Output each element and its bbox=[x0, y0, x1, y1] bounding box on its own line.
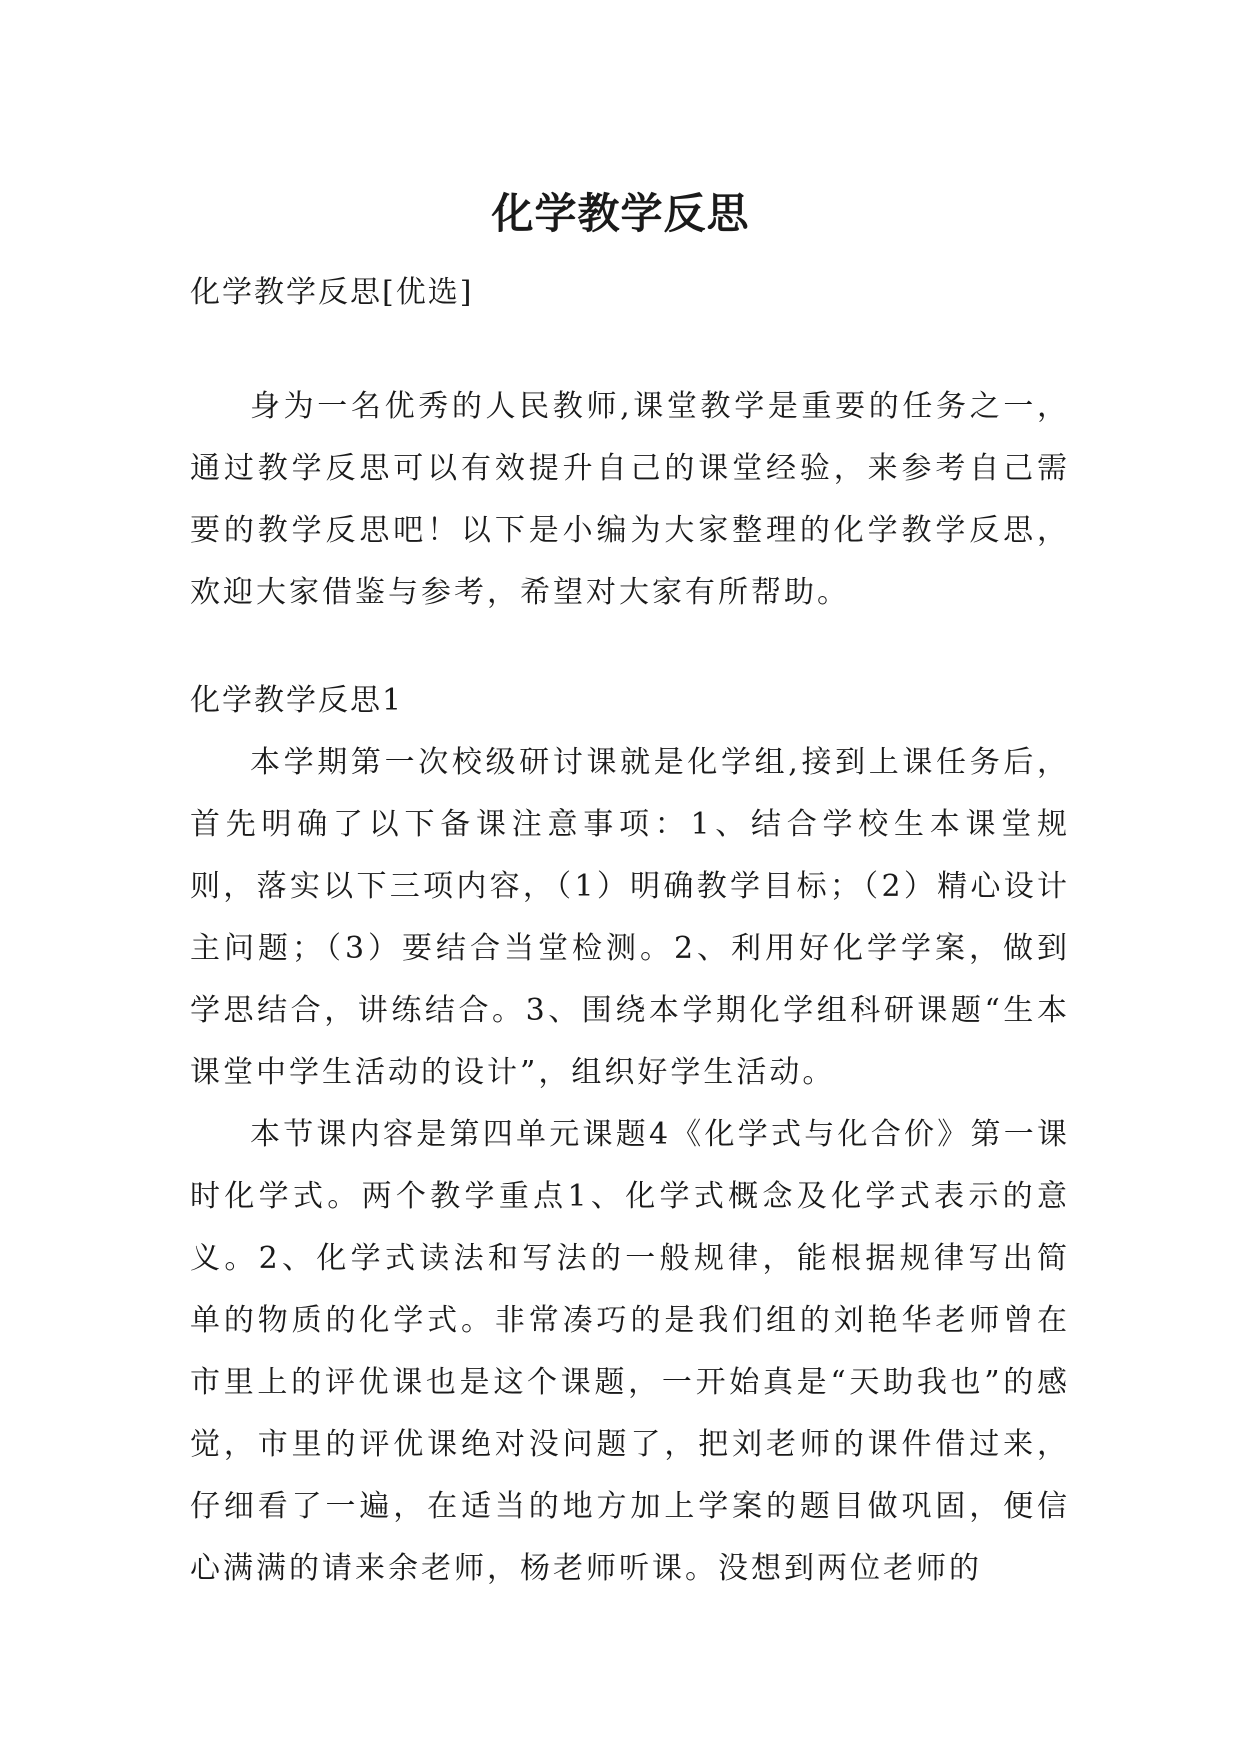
body-paragraph: 本学期第一次校级研讨课就是化学组,接到上课任务后，首先明确了以下备课注意事项：1、结合学校生本课堂规则，落实以下三项内容，（1）明确教学目标；（2）精心设计主问题；（3）要结合当堂检测。2、利用好化学学案，做到学思结合，讲练结合。3、围绕本学期化学组科研课题“生本课堂中学生活动的设计”，组织好学生活动。 bbox=[190, 745, 1070, 1090]
document-subtitle: 化学教学反思[优选] bbox=[190, 275, 474, 310]
document-body bbox=[190, 262, 1070, 1600]
body-paragraph: 本节课内容是第四单元课题4《化学式与化合价》第一课时化学式。两个教学重点1、化学式概念及化学式表示的意义。2、化学式读法和写法的一般规律，能根据规律写出简单的物质的化学式。非常凑巧的是我们组的刘艳华老师曾在市里上的评优课也是这个课题，一开始真是“天助我也”的感觉，市里的评优课绝对没问题了，把刘老师的课件借过来，仔细看了一遍，在适当的地方加上学案的题目做巩固，便信心满满的请来余老师，杨老师听课。没想到两位老师的 bbox=[190, 1117, 1070, 1586]
intro-paragraph: 身为一名优秀的人民教师,课堂教学是重要的任务之一，通过教学反思可以有效提升自己的课堂经验，来参考自己需要的教学反思吧！以下是小编为大家整理的化学教学反思，欢迎大家借鉴与参考，希望对大家有所帮助。 bbox=[190, 389, 1070, 610]
document-title: 化学教学反思 bbox=[491, 189, 750, 239]
section-heading: 化学教学反思1 bbox=[190, 683, 404, 718]
